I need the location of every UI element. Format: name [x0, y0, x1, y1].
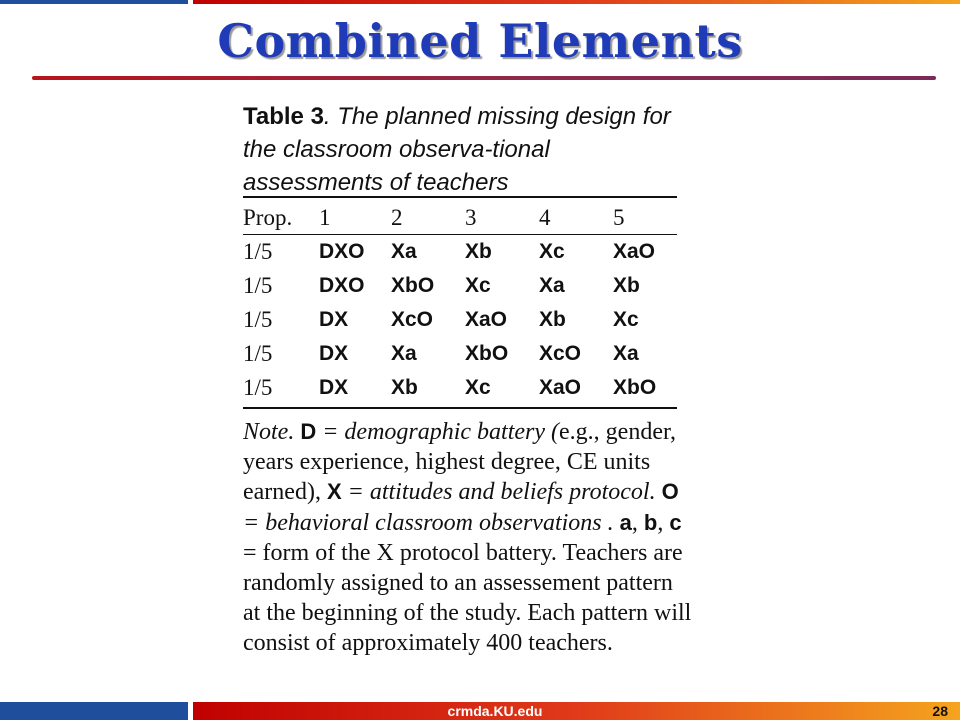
- table-cell-proportion: 1/5: [243, 341, 273, 366]
- table-bottom-rule: [243, 407, 677, 409]
- column-header: 2: [391, 205, 403, 230]
- footer-site-url: crmda.KU.edu: [447, 703, 543, 719]
- table-cell: XbO: [613, 376, 657, 399]
- table-cell: Xb: [465, 240, 492, 263]
- column-header: 5: [613, 205, 625, 230]
- top-bar-blue-segment: [0, 0, 188, 4]
- table-cell: Xb: [539, 308, 566, 331]
- table-cell-proportion: 1/5: [243, 375, 273, 400]
- table-note: [243, 417, 693, 659]
- table-cell: XcO: [391, 308, 434, 331]
- top-bar-gradient-segment: [193, 0, 960, 4]
- title-underline: [32, 76, 936, 80]
- design-table: [243, 201, 679, 405]
- top-accent-bar: [0, 0, 960, 4]
- table-cell: Xc: [465, 274, 491, 297]
- note-text: ,: [631, 509, 644, 536]
- note-text: = form of the X protocol battery. Teachers are randomly assigned to an assessement pattern at the beginning of the study. Each pattern will consist of approximately 400 teachers.: [243, 539, 692, 657]
- table-row: [243, 269, 679, 303]
- table-header-row: [243, 201, 679, 235]
- table-cell-proportion: 1/5: [243, 239, 273, 264]
- table-cell: XaO: [539, 376, 582, 399]
- footer-bar: [0, 702, 960, 720]
- note-key-a: a: [619, 509, 632, 535]
- note-key-c: c: [669, 509, 682, 535]
- column-header: 4: [539, 205, 551, 230]
- table-cell: DXO: [319, 240, 365, 263]
- page-number: 28: [932, 703, 948, 719]
- table-caption-text: . The planned missing design for the classroom observa-tional assessments of teachers: [243, 103, 671, 196]
- note-text: e.g., gender, years experience, highest degree, CE units earned),: [243, 419, 677, 506]
- table-caption: [243, 100, 683, 199]
- table-cell-proportion: 1/5: [243, 307, 273, 332]
- table-cell: XaO: [465, 308, 508, 331]
- table-cell: XaO: [613, 240, 656, 263]
- note-key-o: O: [661, 479, 679, 505]
- table-cell: XcO: [539, 342, 582, 365]
- note-key-d: D: [300, 419, 317, 444]
- table-row: [243, 303, 679, 337]
- table-cell: Xa: [391, 342, 417, 365]
- table-top-rule: [243, 196, 677, 198]
- column-header: Prop.: [243, 205, 293, 230]
- table-cell: Xa: [391, 240, 417, 263]
- note-key-x: X: [326, 479, 342, 505]
- note-text: = attitudes and beliefs protocol.: [341, 479, 662, 506]
- table-cell: DXO: [319, 274, 365, 297]
- table-cell: XbO: [391, 274, 435, 297]
- slide-title: Combined Elements: [217, 14, 743, 68]
- table-cell: DX: [319, 342, 349, 365]
- footer-gradient-segment: [193, 702, 960, 720]
- table-cell: DX: [319, 376, 349, 399]
- note-prefix: Note.: [243, 419, 301, 445]
- table-row: [243, 235, 679, 269]
- column-header: 3: [465, 205, 477, 230]
- table-row: [243, 337, 679, 371]
- note-text: ,: [657, 509, 670, 536]
- table-cell: Xc: [465, 376, 491, 399]
- table-cell-proportion: 1/5: [243, 273, 273, 298]
- table-cell: Xa: [613, 342, 639, 365]
- table-caption-label: Table 3: [243, 103, 324, 130]
- footer-blue-segment: [0, 702, 188, 720]
- table-cell: Xb: [391, 376, 418, 399]
- column-header: 1: [319, 205, 331, 230]
- note-text: = behavioral classroom observations .: [243, 509, 620, 536]
- table-cell: Xc: [539, 240, 565, 263]
- table-cell: Xc: [613, 308, 639, 331]
- table-cell: XbO: [465, 342, 509, 365]
- table-cell: DX: [319, 308, 349, 331]
- table-cell: Xa: [539, 274, 565, 297]
- note-key-b: b: [643, 509, 658, 535]
- note-text: = demographic battery (: [316, 419, 560, 445]
- table-row: [243, 371, 679, 405]
- table-cell: Xb: [613, 274, 640, 297]
